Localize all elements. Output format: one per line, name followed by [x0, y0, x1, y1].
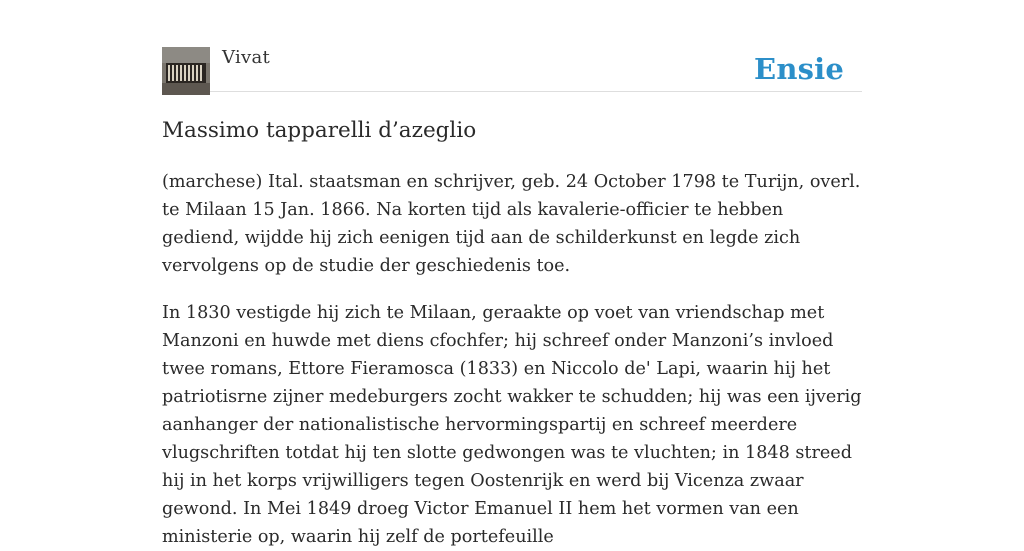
article-paragraph: In 1830 vestigde hij zich te Milaan, geraakte op voet van vriendschap met Manzoni en huwde met diens cfochfer; hij schreef onder Manzoni’s invloed twee romans, Ettore Fieramosca (1833) en Niccolo de' Lapi, waarin hij het patriotisrne zijner medeburgers zocht wakker te schudden; hij was een ijverig aanhanger der nationalistische hervormingspartij en schreef meerdere vlugschriften totdat hij ten slotte gedwongen was te vluchten; in 1848 streed hij in het korps vrijwilligers tegen Oostenrijk en werd bij Vicenza zwaar gewond. In Mei 1849 droeg Victor Emanuel II hem het vormen van een ministerie op, waarin hij zelf de portefeuille: [162, 303, 862, 547]
brand-logo-link[interactable]: Ensie: [754, 52, 844, 86]
article-header: [162, 0, 862, 92]
avatar-image-icon: [162, 47, 210, 95]
article-paragraph: (marchese) Ital. staatsman en schrijver, geb. 24 October 1798 te Turijn, overl. te Milaan 15 Jan. 1866. Na korten tijd als kavalerie-officier te hebben gediend, wijdde hij zich eenigen tijd aan de schilderkunst en legde zich vervolgens op de studie der geschiedenis toe.: [162, 172, 861, 276]
article-page: [162, 0, 862, 547]
article-body: [162, 168, 862, 551]
author-avatar[interactable]: [162, 47, 210, 95]
author-name[interactable]: Vivat: [222, 47, 271, 68]
article-title: Massimo tapparelli d’azeglio: [162, 118, 477, 143]
